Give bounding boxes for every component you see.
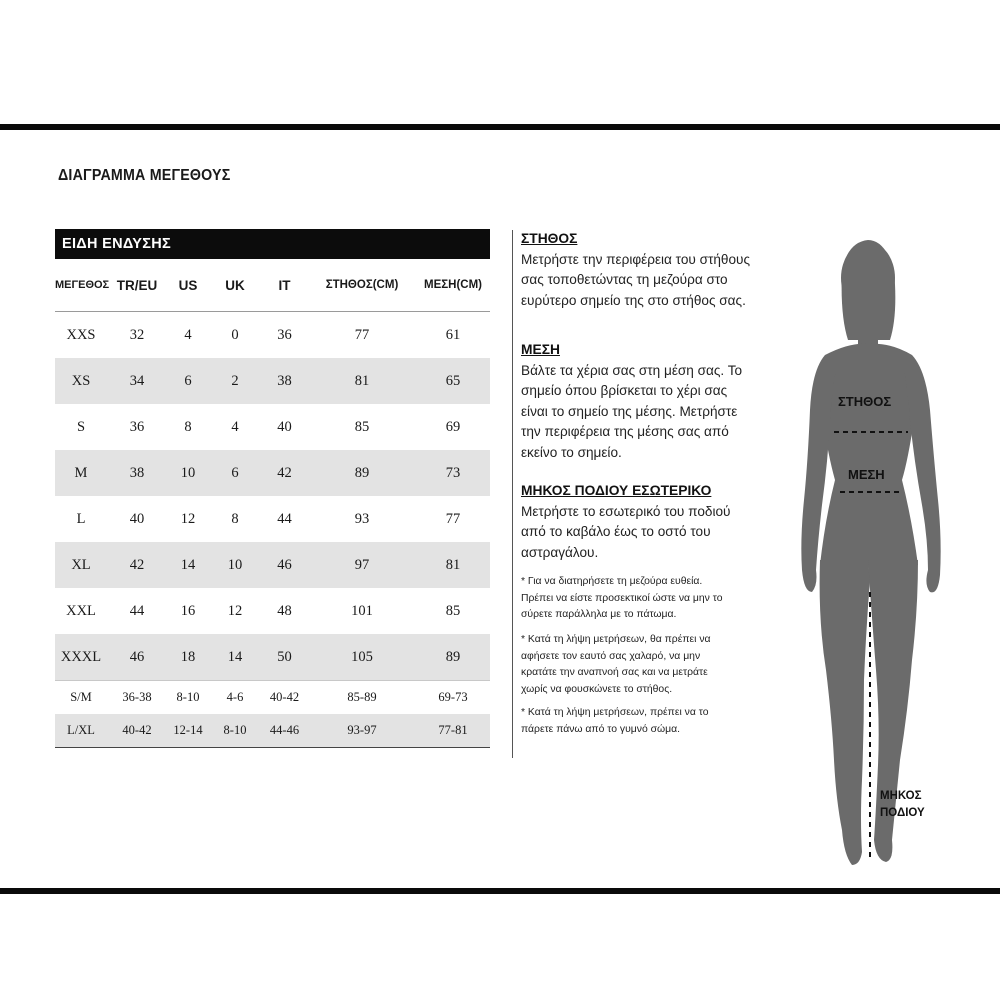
waist-heading: ΜΕΣΗ <box>521 342 560 357</box>
table-cell: 40-42 <box>122 723 152 737</box>
table-row <box>55 404 490 450</box>
waist-line: την περιφέρεια της μέσης σας από <box>521 424 729 439</box>
table-cell: 6 <box>184 372 192 389</box>
table-row <box>55 714 490 748</box>
table-cell: 18 <box>180 648 196 665</box>
table-cell: 42 <box>277 464 292 481</box>
table-row <box>55 450 490 496</box>
table-cell: 105 <box>351 648 373 665</box>
table-cell: 77-81 <box>438 723 468 737</box>
column-divider <box>512 230 513 758</box>
inseam-line: αστραγάλου. <box>521 544 599 560</box>
figure-chest-label: ΣΤΗΘΟΣ <box>838 394 892 409</box>
table-cell: 12 <box>180 510 196 527</box>
table-cell: L/XL <box>67 723 95 737</box>
note-line: * Κατά τη λήψη μετρήσεων, πρέπει να το <box>521 707 709 718</box>
table-cell: 0 <box>231 326 239 343</box>
table-cell: 101 <box>351 602 373 619</box>
table-cell: 93-97 <box>347 723 377 737</box>
inseam-heading: ΜΗΚΟΣ ΠΟΔΙΟΥ ΕΣΩΤΕΡΙΚΟ <box>521 483 712 498</box>
note-line: πάρετε πάνω από το γυμνό σώμα. <box>521 723 681 735</box>
table-cell: 85 <box>445 602 461 619</box>
note-line: * Για να διατηρήσετε τη μεζούρα ευθεία. <box>521 576 703 587</box>
header-size: ΜΕΓΕΘΟΣ <box>55 279 110 291</box>
leg-label-line: ΜΗΚΟΣ <box>880 790 922 802</box>
leg-label-line: ΠΟΔΙΟΥ <box>880 807 925 819</box>
table-cell: 69 <box>445 418 461 435</box>
table-banner: ΕΙΔΗ ΕΝΔΥΣΗΣ <box>55 229 490 259</box>
table-cell: 14 <box>180 556 196 573</box>
body-figure <box>790 220 1000 880</box>
bottom-divider <box>0 888 1000 894</box>
table-cell: 69-73 <box>438 690 468 704</box>
table-cell: 36 <box>129 418 145 435</box>
table-cell: 36 <box>277 326 292 343</box>
table-cell: S <box>76 418 86 435</box>
figure-leg-label <box>880 788 925 822</box>
table-cell: 81 <box>445 556 461 573</box>
table-cell: 34 <box>129 372 145 389</box>
table-cell: 77 <box>445 510 461 527</box>
table-cell: 12 <box>227 602 243 619</box>
table-cell: 38 <box>277 372 292 389</box>
table-cell: 48 <box>277 602 292 619</box>
page-title: ΔΙΑΓΡΑΜΜΑ ΜΕΓΕΘΟΥΣ <box>58 167 231 184</box>
table-cell: 4 <box>231 418 239 435</box>
table-cell: 4-6 <box>226 690 244 704</box>
table-cell: 40-42 <box>269 690 300 704</box>
note-line: σύρετε παράλληλα με το πάτωμα. <box>521 609 677 620</box>
chest-line: Μετρήστε την περιφέρεια του στήθους <box>521 251 751 267</box>
header-uk: UK <box>225 277 245 293</box>
table-cell: 14 <box>227 648 243 665</box>
top-divider <box>0 124 1000 130</box>
table-cell: 46 <box>129 648 145 665</box>
waist-line: σημείο όπου βρίσκεται το χέρι σας <box>521 383 728 398</box>
table-cell: L <box>76 510 86 527</box>
table-cell: 77 <box>354 326 370 343</box>
note-line: * Κατά τη λήψη μετρήσεων, θα πρέπει να <box>521 634 711 645</box>
chest-line: ευρύτερο σημείο της στο στήθος σας. <box>521 292 746 308</box>
table-row <box>55 634 490 680</box>
table-cell: XL <box>71 556 91 573</box>
chest-instructions <box>521 229 781 311</box>
table-cell: 44 <box>277 510 292 527</box>
table-cell: 16 <box>180 602 196 619</box>
inseam-instructions <box>521 481 781 563</box>
waist-line: εκείνο το σημείο. <box>521 444 622 460</box>
header-tr-eu: TR/EU <box>116 277 158 293</box>
table-cell: 46 <box>277 556 292 573</box>
table-cell: 73 <box>445 464 461 481</box>
table-row <box>55 588 490 634</box>
table-cell: 40 <box>277 418 292 435</box>
table-cell: 44-46 <box>269 723 300 737</box>
size-table <box>55 229 490 748</box>
table-cell: 4 <box>184 326 192 343</box>
table-cell: 10 <box>227 556 243 573</box>
table-cell: 61 <box>445 326 461 343</box>
table-cell: 8 <box>184 418 192 435</box>
note-line: Πρέπει να είστε προσεκτικοί ώστε να μην το <box>521 592 723 604</box>
table-row <box>55 312 490 358</box>
table-cell: S/M <box>70 690 92 704</box>
table-cell: 42 <box>129 556 145 573</box>
header-waist: ΜΕΣΗ(CM) <box>424 279 482 291</box>
header-us: US <box>178 277 198 293</box>
waist-line: είναι το σημείο της μέσης. Μετρήστε <box>521 403 738 419</box>
table-cell: 85-89 <box>347 690 377 704</box>
chest-line: σας τοποθετώντας τη μεζούρα στο <box>521 272 728 287</box>
table-cell: 40 <box>129 510 145 527</box>
table-cell: 97 <box>354 556 370 573</box>
table-cell: 81 <box>354 372 370 389</box>
table-cell: 10 <box>180 464 196 481</box>
table-header <box>55 259 490 312</box>
table-cell: 65 <box>445 372 461 389</box>
table-cell: 85 <box>354 418 370 435</box>
table-cell: XXS <box>66 326 96 343</box>
waist-instructions <box>521 340 781 463</box>
table-cell: 89 <box>354 464 370 481</box>
table-cell: XXL <box>66 602 96 619</box>
table-row <box>55 358 490 404</box>
table-body <box>55 312 490 748</box>
header-it: IT <box>278 277 291 293</box>
table-cell: 93 <box>354 510 370 527</box>
table-row <box>55 680 490 714</box>
table-cell: 12-14 <box>173 723 203 737</box>
table-cell: 8-10 <box>223 723 247 737</box>
note-line: αφήσετε τον εαυτό σας χαλαρό, να μην <box>521 650 701 662</box>
note-1 <box>521 574 771 624</box>
table-row <box>55 496 490 542</box>
waist-line: Βάλτε τα χέρια σας στη μέση σας. Το <box>521 362 743 378</box>
table-cell: XS <box>71 372 91 389</box>
note-2 <box>521 632 771 698</box>
chest-heading: ΣΤΗΘΟΣ <box>521 231 578 246</box>
table-cell: 50 <box>277 648 292 665</box>
inseam-line: Μετρήστε το εσωτερικό του ποδιού <box>521 503 731 519</box>
table-cell: 8-10 <box>176 690 200 704</box>
table-cell: 44 <box>129 602 145 619</box>
note-3 <box>521 705 771 738</box>
table-row <box>55 542 490 588</box>
table-cell: 32 <box>129 326 145 343</box>
table-cell: 8 <box>231 510 239 527</box>
figure-waist-label: ΜΕΣΗ <box>848 467 885 482</box>
inseam-line: από το καβάλο έως το οστό του <box>521 524 711 539</box>
table-cell: XXXL <box>60 648 102 665</box>
table-cell: 2 <box>231 372 239 389</box>
note-line: κρατάτε την αναπνοή σας και να μετράτε <box>521 667 708 678</box>
table-cell: 36-38 <box>122 690 152 704</box>
table-cell: 6 <box>231 464 239 481</box>
header-chest: ΣΤΗΘΟΣ(CM) <box>325 279 399 291</box>
table-cell: 38 <box>129 464 145 481</box>
note-line: χωρίς να φουσκώνετε το στήθος. <box>521 683 673 695</box>
woman-silhouette-icon <box>790 220 1000 880</box>
table-cell: 89 <box>445 648 461 665</box>
table-cell: M <box>74 464 88 481</box>
